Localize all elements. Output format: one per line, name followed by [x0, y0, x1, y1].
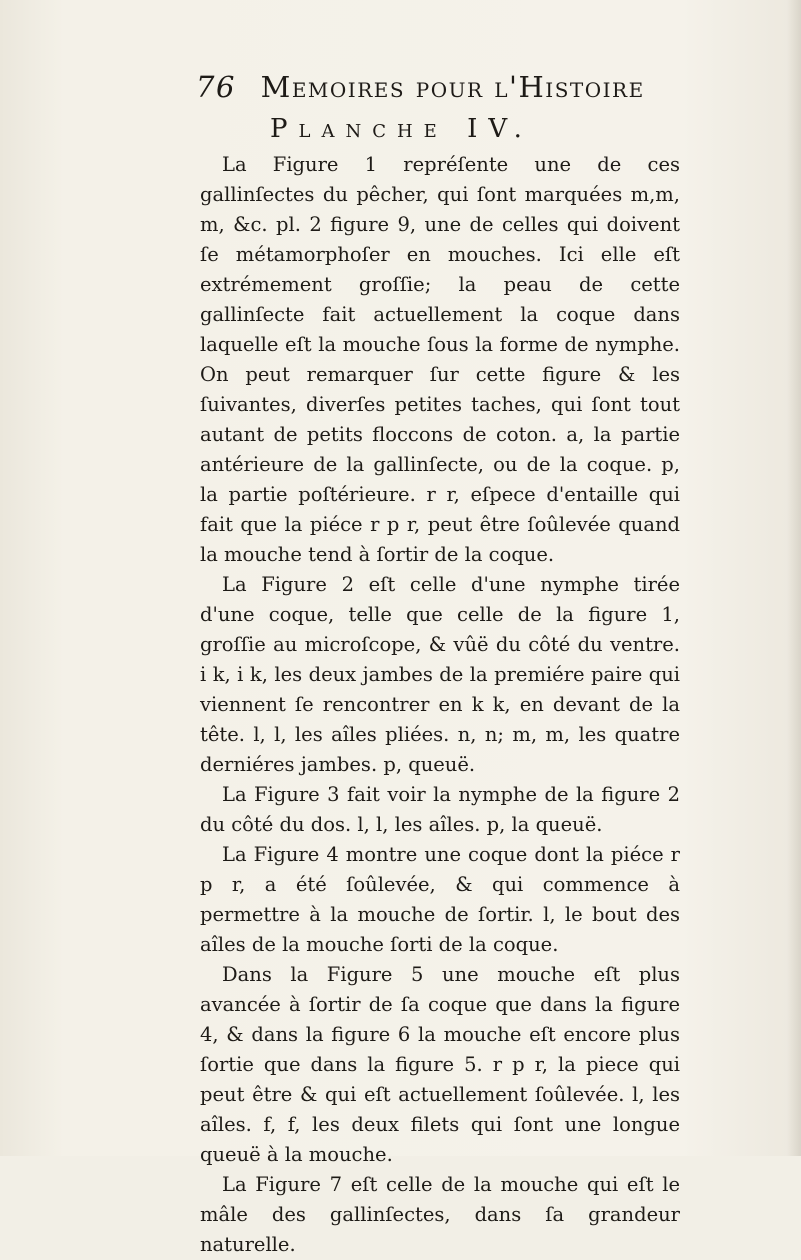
running-header [196, 70, 696, 104]
page-number: 76 [196, 70, 236, 104]
page-edge-shadow [787, 0, 801, 1156]
paragraph-figure-3: La Figure 3 fait voir la nymphe de la figure 2 du côté du dos. l, l, les aîles. p, la queuë. [200, 783, 680, 836]
paragraph-figure-1: La Figure 1 repréſente une de ces gallinſectes du pêcher, qui ſont marquées m,m, m, &c. pl. 2 figure 9, une de celles qui doivent ſe métamorphoſer en mouches. Ici elle eſt extrémement groſſie; la peau de cette gallinſecte fait actuellement la coque dans laquelle eſt la mouche ſous la forme de nymphe. On peut remarquer ſur cette figure & les ſuivantes, diverſes petites taches, qui ſont tout autant de petits floccons de coton. a, la partie antérieure de la gallinſecte, ou de la coque. p, la partie poſtérieure. r r, eſpece d'entaille qui fait que la piéce r p r, peut être ſoûlevée quand la mouche tend à ſortir de la coque. [200, 153, 680, 566]
paragraph-figure-5-6: Dans la Figure 5 une mouche eſt plus avancée à ſortir de ſa coque que dans la figure 4, & dans la figure 6 la mouche eſt encore plus ſortie que dans la figure 5. r p r, la piece qui peut être & qui eſt actuellement ſoûlevée. l, les aîles. f, f, les deux filets qui ſont une longue queuë à la mouche. [200, 963, 680, 1166]
section-title: Planche IV. [270, 114, 533, 144]
paragraph-figure-4: La Figure 4 montre une coque dont la piéce r p r, a été ſoûlevée, & qui commence à permettre à la mouche de ſortir. l, le bout des aîles de la mouche ſorti de la coque. [200, 843, 680, 956]
paragraph-figure-2: La Figure 2 eſt celle d'une nymphe tirée d'une coque, telle que celle de la figure 1, groſſie au microſcope, & vûë du côté du ventre. i k, i k, les deux jambes de la premiére paire qui viennent ſe rencontrer en k k, en devant de la tête. l, l, les aîles pliées. n, n; m, m, les quatre derniéres jambes. p, queuë. [200, 573, 680, 776]
paragraph-figure-7: La Figure 7 eſt celle de la mouche qui eſt le mâle des gallinſectes, dans ſa grandeur naturelle. [200, 1173, 680, 1256]
running-title: Memoires pour l'Histoire [260, 70, 645, 104]
body-text [200, 150, 680, 1260]
